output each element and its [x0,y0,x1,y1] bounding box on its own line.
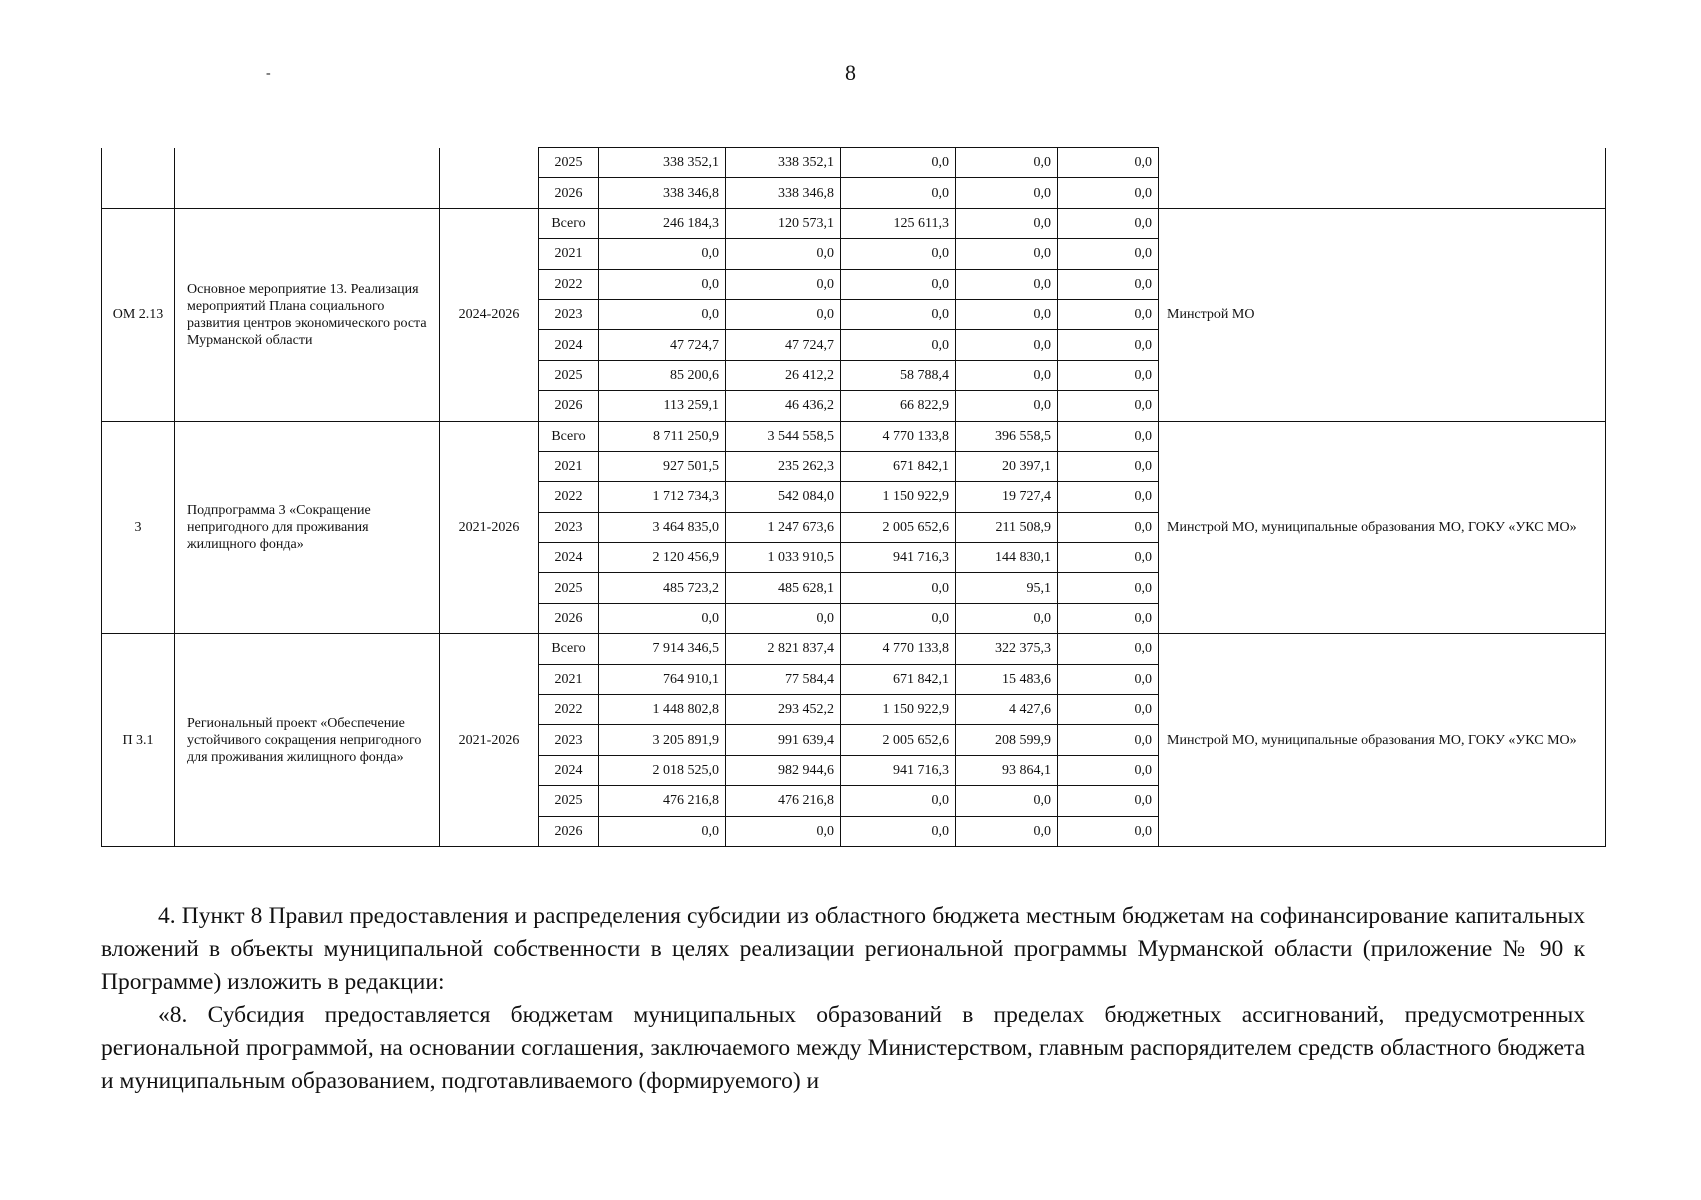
amount-cell-extra: 0,0 [1058,391,1159,421]
amount-cell-total: 3 205 891,9 [599,725,726,755]
amount-cell-extra: 0,0 [1058,816,1159,846]
year-cell: 2022 [539,269,599,299]
amount-cell-extra: 0,0 [1058,755,1159,785]
amount-cell-federal: 125 611,3 [841,208,956,238]
amount-cell-extra: 0,0 [1058,269,1159,299]
amount-cell-regional: 77 584,4 [726,664,841,694]
amount-cell-total: 2 018 525,0 [599,755,726,785]
amount-cell-regional: 542 084,0 [726,482,841,512]
amount-cell-extra: 0,0 [1058,543,1159,573]
year-cell: 2021 [539,664,599,694]
year-cell: 2022 [539,482,599,512]
amount-cell-federal: 671 842,1 [841,451,956,481]
amount-cell-regional: 0,0 [726,299,841,329]
year-cell: 2024 [539,330,599,360]
amount-cell-federal: 2 005 652,6 [841,725,956,755]
amount-cell-extra: 0,0 [1058,482,1159,512]
amount-cell-regional: 2 821 837,4 [726,634,841,664]
amount-cell-local: 0,0 [956,603,1058,633]
amount-cell-total: 113 259,1 [599,391,726,421]
amount-cell-local: 0,0 [956,391,1058,421]
measure-name: Основное мероприятие 13. Реализация мероприятий Плана социального развития центров экономического роста Мурманской области [175,208,440,421]
amount-cell-extra: 0,0 [1058,573,1159,603]
amount-cell-regional: 46 436,2 [726,391,841,421]
amount-cell-regional: 0,0 [726,816,841,846]
amount-cell-regional: 476 216,8 [726,786,841,816]
year-cell: 2026 [539,603,599,633]
amount-cell-total: 7 914 346,5 [599,634,726,664]
amount-cell-federal: 0,0 [841,269,956,299]
amount-cell-regional: 47 724,7 [726,330,841,360]
executor-cell: Минстрой МО, муниципальные образования МО, ГОКУ «УКС МО» [1159,634,1606,847]
amount-cell-federal: 0,0 [841,148,956,178]
amount-cell-federal: 0,0 [841,786,956,816]
budget-table [101,147,1606,847]
year-cell: 2024 [539,755,599,785]
amount-cell-extra: 0,0 [1058,330,1159,360]
year-cell: Всего [539,421,599,451]
amount-cell-extra: 0,0 [1058,603,1159,633]
year-cell: 2026 [539,816,599,846]
amount-cell-federal: 941 716,3 [841,755,956,785]
amount-cell-total: 476 216,8 [599,786,726,816]
amount-cell-extra: 0,0 [1058,695,1159,725]
amount-cell-regional: 0,0 [726,269,841,299]
amount-cell-federal: 2 005 652,6 [841,512,956,542]
amount-cell-regional: 3 544 558,5 [726,421,841,451]
amount-cell-federal: 0,0 [841,573,956,603]
amount-cell-extra: 0,0 [1058,208,1159,238]
amount-cell-total: 3 464 835,0 [599,512,726,542]
amount-cell-total: 338 352,1 [599,148,726,178]
amount-cell-regional: 26 412,2 [726,360,841,390]
page-mark: - [266,66,271,81]
amount-cell-regional: 235 262,3 [726,451,841,481]
amount-cell-total: 338 346,8 [599,178,726,208]
table-row [102,421,1606,451]
amount-cell-total: 85 200,6 [599,360,726,390]
amount-cell-local: 0,0 [956,360,1058,390]
year-cell: 2026 [539,178,599,208]
amount-cell-federal: 1 150 922,9 [841,695,956,725]
amount-cell-extra: 0,0 [1058,634,1159,664]
year-cell: 2023 [539,725,599,755]
executor-cell: Минстрой МО [1159,208,1606,421]
amount-cell-federal: 58 788,4 [841,360,956,390]
amount-cell-extra: 0,0 [1058,299,1159,329]
amount-cell-extra: 0,0 [1058,664,1159,694]
amount-cell-total: 1 712 734,3 [599,482,726,512]
amount-cell-total: 1 448 802,8 [599,695,726,725]
amount-cell-federal: 4 770 133,8 [841,634,956,664]
year-cell: 2025 [539,360,599,390]
amount-cell-total: 2 120 456,9 [599,543,726,573]
amount-cell-federal: 0,0 [841,816,956,846]
amount-cell-regional: 982 944,6 [726,755,841,785]
amount-cell-local: 0,0 [956,816,1058,846]
amount-cell-extra: 0,0 [1058,421,1159,451]
amount-cell-regional: 1 033 910,5 [726,543,841,573]
amount-cell-federal: 4 770 133,8 [841,421,956,451]
amount-cell-local: 20 397,1 [956,451,1058,481]
amount-cell-local: 4 427,6 [956,695,1058,725]
amount-cell-local: 15 483,6 [956,664,1058,694]
amount-cell-local: 322 375,3 [956,634,1058,664]
amount-cell-federal: 941 716,3 [841,543,956,573]
amount-cell-total: 0,0 [599,603,726,633]
year-cell: 2025 [539,786,599,816]
year-cell: 2023 [539,512,599,542]
executor-cell: Минстрой МО, муниципальные образования МО, ГОКУ «УКС МО» [1159,421,1606,634]
amount-cell-local: 95,1 [956,573,1058,603]
year-cell: 2025 [539,573,599,603]
amount-cell-regional: 1 247 673,6 [726,512,841,542]
amount-cell-local: 0,0 [956,786,1058,816]
amount-cell-federal: 1 150 922,9 [841,482,956,512]
amount-cell-local: 0,0 [956,239,1058,269]
period-cell [440,148,539,209]
amount-cell-regional: 120 573,1 [726,208,841,238]
amount-cell-local: 211 508,9 [956,512,1058,542]
amount-cell-extra: 0,0 [1058,178,1159,208]
table-row [102,208,1606,238]
year-cell: 2026 [539,391,599,421]
paragraph-item-4: 4. Пункт 8 Правил предоставления и распределения субсидии из областного бюджета местным бюджетам на софинансирование капитальных вложений в объекты муниципальной собственности в целях реализации региональной программы Мурманской области (приложение № 90 к Программе) изложить в редакции: [101,903,1585,995]
measure-period: 2024-2026 [440,208,539,421]
amount-cell-local: 0,0 [956,208,1058,238]
amount-cell-total: 927 501,5 [599,451,726,481]
amount-cell-extra: 0,0 [1058,360,1159,390]
body-text [101,900,1585,1098]
amount-cell-regional: 991 639,4 [726,725,841,755]
amount-cell-regional: 338 346,8 [726,178,841,208]
measure-period: 2021-2026 [440,634,539,847]
amount-cell-extra: 0,0 [1058,786,1159,816]
amount-cell-total: 8 711 250,9 [599,421,726,451]
amount-cell-extra: 0,0 [1058,451,1159,481]
name-cell [175,148,440,209]
table-row [102,634,1606,664]
amount-cell-extra: 0,0 [1058,512,1159,542]
measure-code: 3 [102,421,175,634]
amount-cell-local: 93 864,1 [956,755,1058,785]
executor-cell [1159,148,1606,209]
measure-period: 2021-2026 [440,421,539,634]
amount-cell-federal: 66 822,9 [841,391,956,421]
amount-cell-regional: 0,0 [726,603,841,633]
amount-cell-local: 0,0 [956,178,1058,208]
measure-name: Региональный проект «Обеспечение устойчивого сокращения непригодного для проживания жилищного фонда» [175,634,440,847]
amount-cell-total: 0,0 [599,299,726,329]
measure-name: Подпрограмма 3 «Сокращение непригодного для проживания жилищного фонда» [175,421,440,634]
amount-cell-local: 0,0 [956,148,1058,178]
amount-cell-local: 144 830,1 [956,543,1058,573]
table-row [102,148,1606,178]
amount-cell-total: 0,0 [599,239,726,269]
amount-cell-local: 0,0 [956,330,1058,360]
amount-cell-extra: 0,0 [1058,725,1159,755]
amount-cell-total: 764 910,1 [599,664,726,694]
year-cell: 2023 [539,299,599,329]
year-cell: 2021 [539,239,599,269]
amount-cell-regional: 485 628,1 [726,573,841,603]
year-cell: Всего [539,634,599,664]
amount-cell-total: 0,0 [599,816,726,846]
amount-cell-total: 0,0 [599,269,726,299]
page-number: 8 [845,60,856,85]
amount-cell-federal: 0,0 [841,299,956,329]
amount-cell-extra: 0,0 [1058,239,1159,269]
amount-cell-federal: 671 842,1 [841,664,956,694]
amount-cell-total: 485 723,2 [599,573,726,603]
amount-cell-federal: 0,0 [841,603,956,633]
amount-cell-local: 0,0 [956,299,1058,329]
amount-cell-regional: 0,0 [726,239,841,269]
amount-cell-federal: 0,0 [841,239,956,269]
amount-cell-local: 208 599,9 [956,725,1058,755]
amount-cell-regional: 338 352,1 [726,148,841,178]
amount-cell-regional: 293 452,2 [726,695,841,725]
amount-cell-total: 246 184,3 [599,208,726,238]
amount-cell-extra: 0,0 [1058,148,1159,178]
amount-cell-local: 396 558,5 [956,421,1058,451]
measure-code: ОМ 2.13 [102,208,175,421]
year-cell: 2024 [539,543,599,573]
amount-cell-total: 47 724,7 [599,330,726,360]
table-body [102,148,1606,847]
year-cell: 2022 [539,695,599,725]
year-cell: Всего [539,208,599,238]
amount-cell-local: 19 727,4 [956,482,1058,512]
measure-code: П 3.1 [102,634,175,847]
amount-cell-local: 0,0 [956,269,1058,299]
year-cell: 2025 [539,148,599,178]
amount-cell-federal: 0,0 [841,178,956,208]
amount-cell-federal: 0,0 [841,330,956,360]
paragraph-quote-8: «8. Субсидия предоставляется бюджетам муниципальных образований в пределах бюджетных ассигнований, предусмотренных региональной программой, на основании соглашения, заключаемого между Министерством, главным распорядителем средств областного бюджета и муниципальным образованием, подготавливаемого (формируемого) и [101,1002,1585,1094]
year-cell: 2021 [539,451,599,481]
code-cell [102,148,175,209]
